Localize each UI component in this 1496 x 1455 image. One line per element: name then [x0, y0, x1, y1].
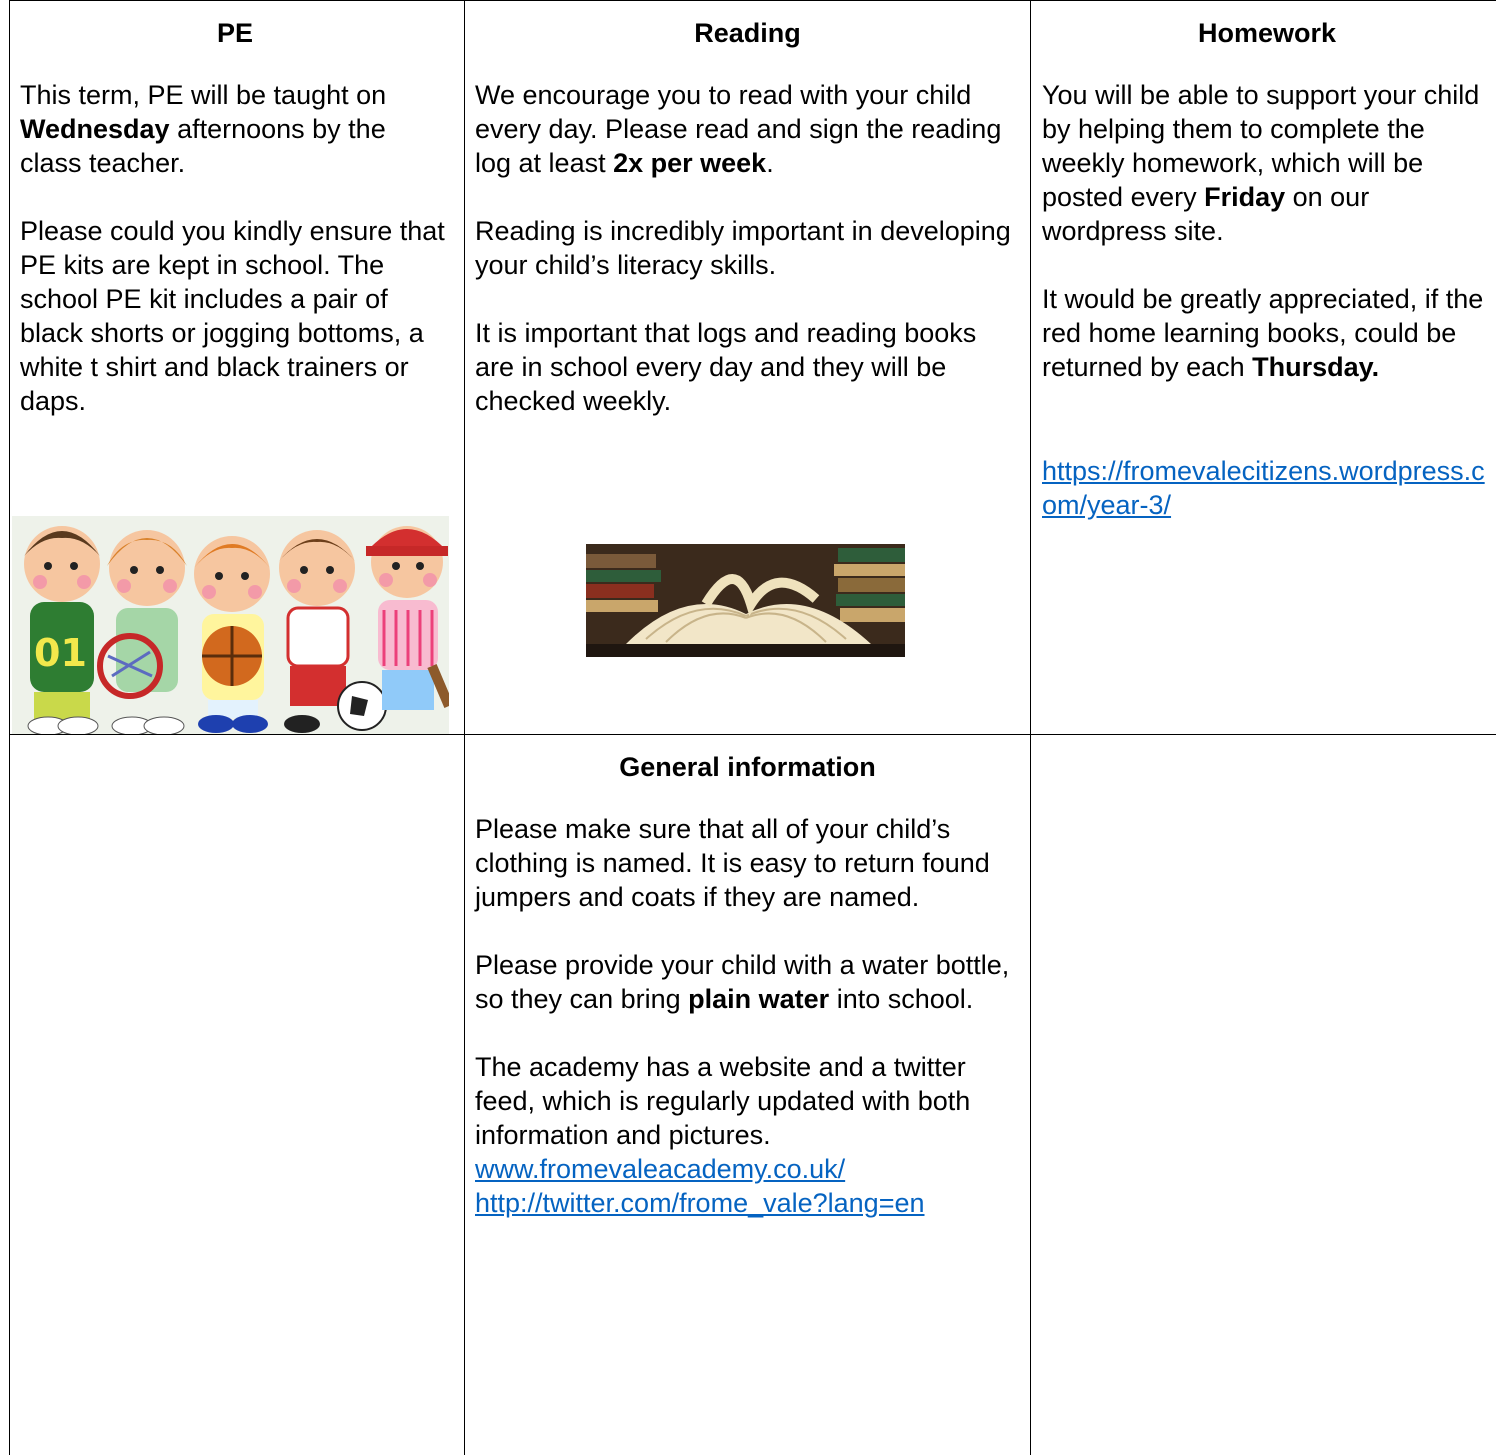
column-divider: [464, 0, 465, 1455]
general-links: [475, 1152, 1020, 1220]
academy-website-link[interactable]: www.fromevaleacademy.co.uk/: [475, 1154, 846, 1184]
pe-heading: PE: [216, 18, 254, 48]
reading-paragraph-2: Reading is incredibly important in developing your child’s literacy skills.: [475, 216, 1011, 280]
wordpress-link[interactable]: https://fromevalecitizens.wordpress.com/year-3/: [1042, 456, 1485, 520]
reading-paragraph-1: We encourage you to read with your child every day. Please read and sign the reading log at least 2x per week.: [475, 80, 1002, 178]
open-books-photo: [586, 544, 905, 657]
reading-heading: Reading: [694, 18, 801, 48]
pe-paragraph-1: This term, PE will be taught on Wednesday afternoons by the class teacher.: [20, 80, 387, 178]
general-paragraph-3: The academy has a website and a twitter feed, which is regularly updated with both information and pictures.: [475, 1052, 971, 1150]
reading-paragraph-3: It is important that logs and reading books are in school every day and they will be checked weekly.: [475, 318, 977, 416]
homework-link-paragraph: [1042, 454, 1492, 522]
twitter-link[interactable]: http://twitter.com/frome_vale?lang=en: [475, 1188, 925, 1218]
children-sports-clipart: [12, 516, 449, 734]
column-divider: [1030, 0, 1031, 1455]
homework-paragraph-2: It would be greatly appreciated, if the red home learning books, could be returned by each Thursday.: [1042, 284, 1484, 382]
general-paragraph-1: Please make sure that all of your child’s clothing is named. It is easy to return found jumpers and coats if they are named.: [475, 814, 990, 912]
homework-heading: Homework: [1197, 18, 1337, 48]
general-heading: General information: [619, 752, 876, 782]
row-divider: [9, 734, 1496, 735]
homework-cell: [1042, 16, 1492, 522]
svg-text:01: 01: [34, 631, 87, 675]
homework-paragraph-1: You will be able to support your child by helping them to complete the weekly homework, which will be posted every Friday on our wordpress site.: [1042, 80, 1480, 246]
reading-cell: [475, 16, 1020, 418]
pe-paragraph-2: Please could you kindly ensure that PE kits are kept in school. The school PE kit includes a pair of black shorts or jogging bottoms, a white t shirt and black trainers or daps.: [20, 216, 445, 416]
general-paragraph-2: Please provide your child with a water bottle, so they can bring plain water into school.: [475, 950, 1010, 1014]
general-cell: [475, 750, 1020, 1220]
pe-cell: [20, 16, 450, 418]
